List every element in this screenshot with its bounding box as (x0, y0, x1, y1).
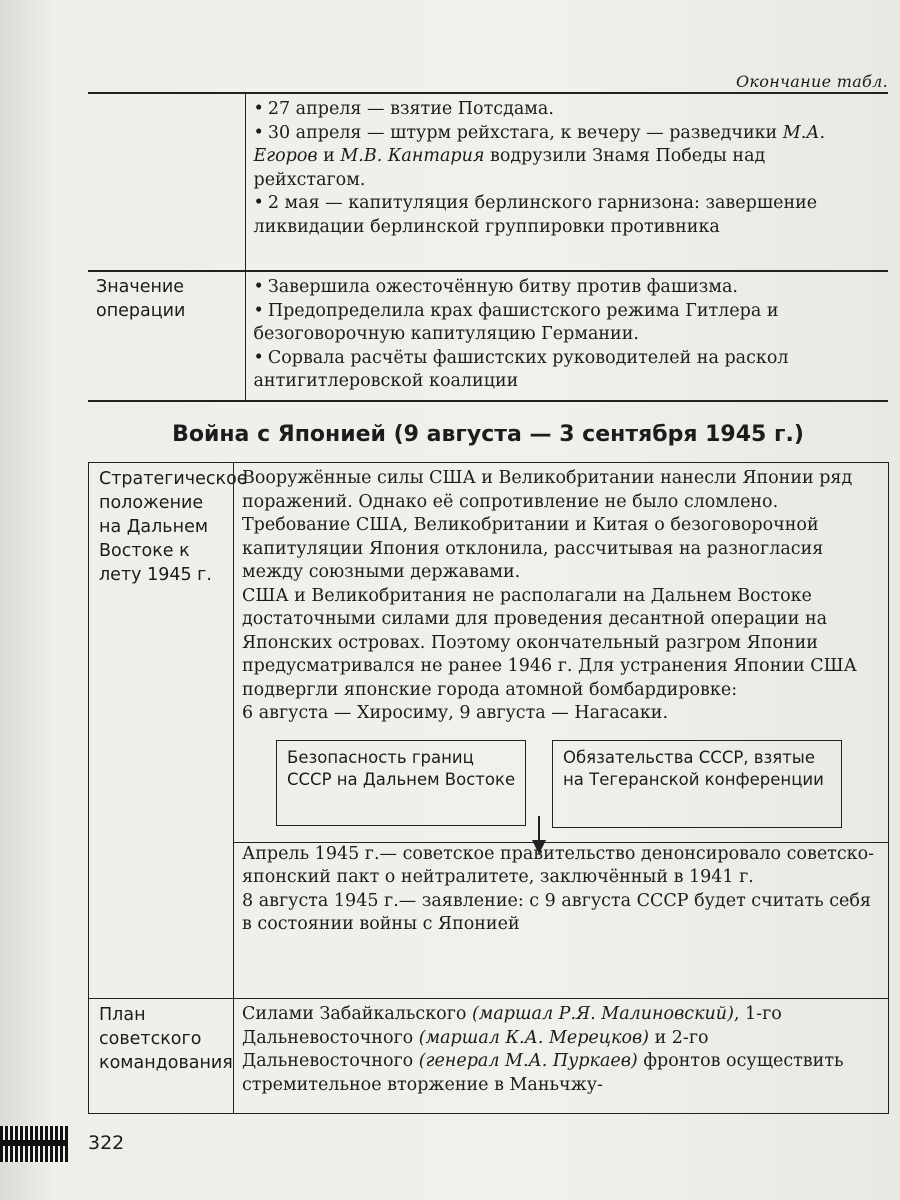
list-item: • Сорвала расчёты фашистских руководителей на раскол антигитлеровской коалиции (254, 347, 883, 394)
person-name: М.А. Егоров (253, 122, 826, 166)
japan-war-table (88, 462, 889, 1114)
text-run: и 2-го Дальневосточного (242, 1027, 709, 1071)
list-item: • Завершила ожесточённую битву против фашизма. (254, 276, 883, 300)
factor-box-security: Безопасность границ СССР на Дальнем Востоке (276, 740, 526, 826)
factor-box-tehran: Обязательства СССР, взятые на Тегеранской конференции (552, 740, 842, 828)
paragraph: Апрель 1945 г.— советское правительство денонсировало советско-японский пакт о нейтралитете, заключённый в 1941 г. (242, 843, 875, 887)
text-run: и (317, 146, 341, 166)
text-run: , 1-го Дальневосточного (242, 1004, 782, 1048)
list-item (254, 122, 883, 193)
running-head: Окончание табл. (736, 72, 888, 91)
row-label: Стратегическое положение на Дальнем Востоке к лету 1945 г. (89, 463, 234, 999)
text-run: 30 апреля — штурм рейхстага, к вечеру — разведчики (267, 122, 783, 143)
paragraph: 8 августа 1945 г.— заявление: с 9 августа СССР будет считать себя в состоянии войны с Японией (242, 890, 871, 934)
table-row (88, 94, 888, 271)
row-content (234, 999, 889, 1114)
arrow-head (532, 840, 546, 854)
row-label: Значение операции (88, 271, 245, 401)
outcome-block (234, 842, 888, 937)
continuation-table (88, 94, 888, 402)
list-item: • 2 мая — капитуляция берлинского гарнизона: завершение ликвидации берлинской группировки противника (254, 192, 883, 239)
list-item: • Предопределила крах фашистского режима Гитлера и безоговорочную капитуляцию Германии. (254, 300, 883, 347)
row-content (245, 94, 888, 271)
paragraph: США и Великобритания не располагали на Дальнем Востоке достаточными силами для проведения десантной операции на Японских островах. Поэтому окончательный разгром Японии предусматривался не ранее 1946 г. Для устранения Японии США подвергли японские города атомной бомбардировке: (242, 585, 857, 700)
commander-name: (генерал М.А. Пуркаев) (418, 1051, 638, 1071)
list-item: • 27 апреля — взятие Потсдама. (254, 98, 883, 122)
commander-name: (маршал Р.Я. Малиновский) (471, 1004, 734, 1024)
factors-diagram (242, 740, 882, 832)
row-label (88, 94, 245, 271)
section-title: Война с Японией (9 августа — 3 сентября 1945 г.) (172, 422, 804, 447)
text-run: фронтов осуществить стремительное вторжение в Маньчжу- (242, 1051, 844, 1095)
table-row (88, 271, 888, 401)
row-content (234, 463, 889, 999)
table-row (89, 463, 889, 999)
page-number: 322 (88, 1132, 125, 1154)
row-label: План советского командования (89, 999, 234, 1114)
text-run: Силами Забайкальского (242, 1004, 472, 1024)
person-name: М.В. Кантария (340, 146, 485, 166)
paragraph (242, 1003, 882, 1097)
paragraph: 6 августа — Хиросиму, 9 августа — Нагасаки. (242, 703, 669, 723)
paragraph: Вооружённые силы США и Великобритании нанесли Японии ряд поражений. Однако её сопротивление не было сломлено. Требование США, Великобритании и Китая о безоговорочной капитуляции Япония отклонила, рассчитывая на разногласия между союзными державами. (242, 468, 853, 582)
text-run: водрузили Знамя Победы над рейхстагом. (253, 146, 766, 190)
page-edge-marker (0, 1126, 68, 1162)
commander-name: (маршал К.А. Мерецков) (418, 1027, 649, 1048)
arrow-shaft (538, 816, 540, 842)
table-row (89, 999, 889, 1114)
row-content (245, 271, 888, 401)
